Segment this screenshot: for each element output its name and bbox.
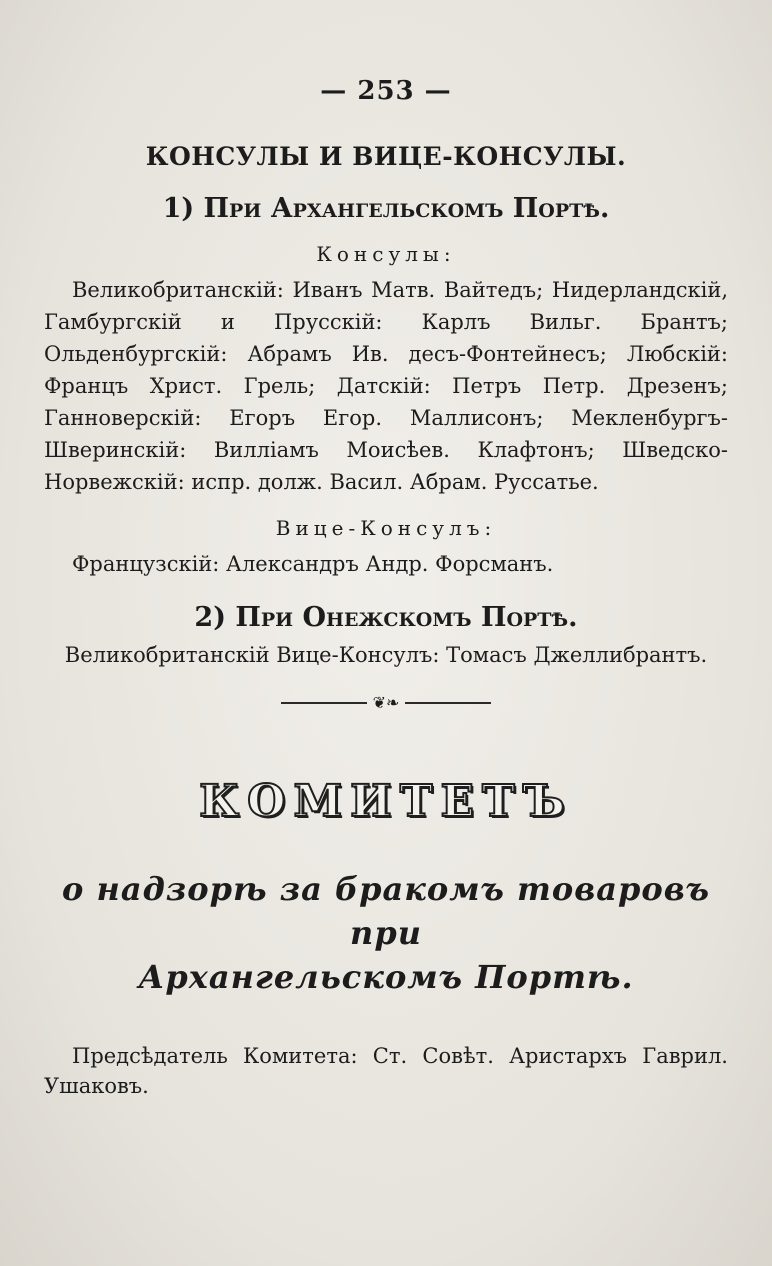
- divider-line-left: [281, 702, 367, 704]
- chairman-text: Предсѣдатель Комитета: Ст. Совѣт. Аристархъ Гаврил. Ушаковъ.: [44, 1044, 728, 1098]
- committee-title: КОМИТЕТЪ: [199, 776, 573, 827]
- ornament-icon: ❦❧: [372, 693, 400, 712]
- ornamental-divider: [281, 693, 491, 712]
- consuls-list: Великобританскій: Иванъ Матв. Вайтедъ; Нидерландскій, Гамбургскій и Прусскій: Карлъ Вильг. Брантъ; Ольденбургскій: Абрамъ Ив. десъ-Фонтейнесъ; Любскій: Францъ Христ. Грель; Датскій: Петръ Петр. Дрезенъ; Ганноверскій: Егоръ Егор. Маллисонъ; Мекленбургъ-Шверинскій: Вилліамъ Моисѣев. Клафтонъ; Шведско-Норвежскій: испр. долж. Васил. Абрам. Руссатье.: [44, 278, 728, 494]
- port-title-onega: 2) При Онежскомъ Портѣ.: [194, 602, 578, 633]
- committee-subtitle: [44, 867, 728, 999]
- committee-subtitle-line1: о надзорѣ за бракомъ товаровъ при: [62, 870, 710, 952]
- section-title: КОНСУЛЫ И ВИЦЕ-КОНСУЛЫ.: [145, 142, 627, 171]
- divider-line-right: [405, 702, 491, 704]
- port-title-arkhangelsk: 1) При Архангельскомъ Портѣ.: [162, 193, 610, 224]
- onega-vice-consul-text: Великобританскій Вице-Консулъ: Томасъ Джеллибрантъ.: [64, 643, 708, 667]
- consuls-heading: Консулы:: [316, 242, 456, 266]
- vice-consul-text: Французскій: Александръ Андр. Форсманъ.: [72, 552, 554, 576]
- page-number: — 253 —: [320, 76, 452, 106]
- vice-consul-heading: Вице-Консулъ:: [275, 516, 497, 540]
- committee-subtitle-line2: Архангельскомъ Портѣ.: [138, 958, 634, 996]
